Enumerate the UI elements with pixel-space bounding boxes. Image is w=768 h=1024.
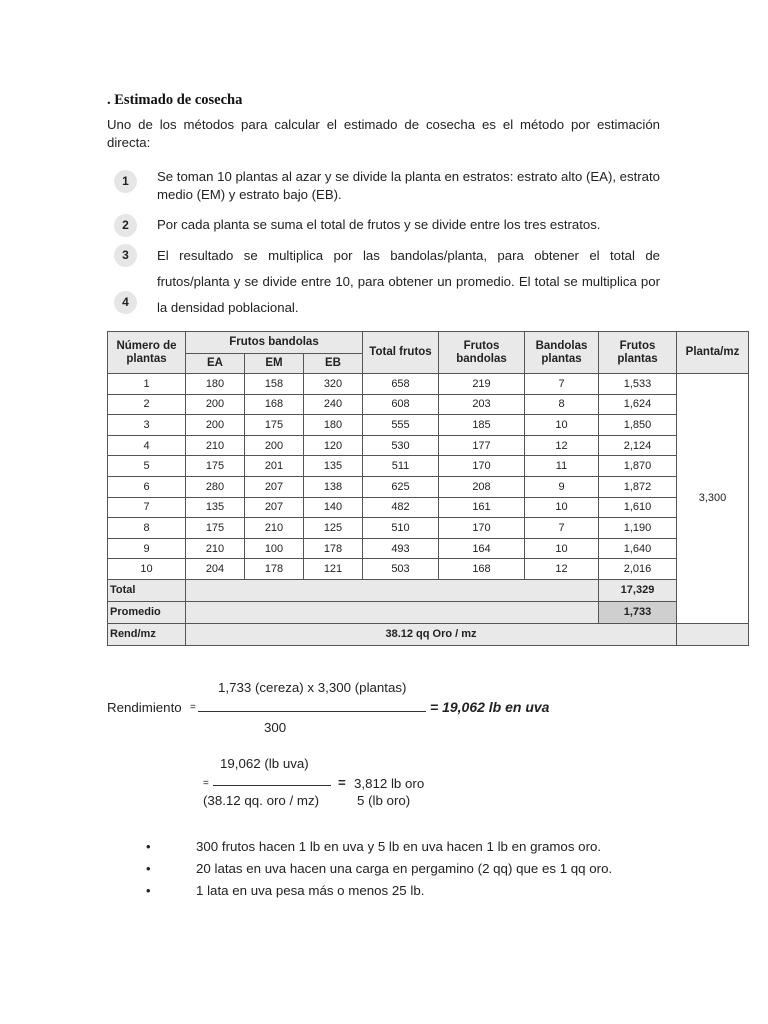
cell-frutos-plantas: 1,872	[599, 476, 677, 497]
cell-eb: 135	[304, 456, 363, 477]
formula1-label: Rendimiento	[107, 700, 182, 715]
cell-numero: 1	[108, 374, 186, 395]
cell-eb: 320	[304, 374, 363, 395]
rend-row	[108, 623, 749, 645]
cell-frutos-plantas: 1,870	[599, 456, 677, 477]
cell-eb: 180	[304, 415, 363, 436]
bullet-icon: •	[146, 861, 151, 876]
bullet-item: 300 frutos hacen 1 lb en uva y 5 lb en uva hacen 1 lb en gramos oro.	[196, 839, 602, 854]
cell-total-frutos: 608	[363, 394, 439, 415]
step-number-badge: 2	[114, 214, 137, 237]
cell-ea: 210	[186, 538, 245, 559]
cell-planta-mz: 3,300	[677, 374, 749, 624]
bullet-icon: •	[146, 839, 151, 854]
cell-frutos-plantas: 1,190	[599, 518, 677, 539]
section-title: . Estimado de cosecha	[107, 92, 243, 108]
cell-frutos-plantas: 2,124	[599, 435, 677, 456]
header-frutos-bandolas: Frutos bandolas	[439, 332, 525, 374]
header-frutos-plantas: Frutos plantas	[599, 332, 677, 374]
cell-total-frutos: 503	[363, 559, 439, 580]
cell-ea: 175	[186, 518, 245, 539]
cell-numero: 4	[108, 435, 186, 456]
intro-paragraph: Uno de los métodos para calcular el estimado de cosecha es el método por estimación directa:	[107, 117, 660, 150]
cell-em: 200	[245, 435, 304, 456]
cell-total-frutos: 511	[363, 456, 439, 477]
cell-total-frutos: 493	[363, 538, 439, 559]
cell-total-frutos: 555	[363, 415, 439, 436]
cell-numero: 9	[108, 538, 186, 559]
cell-ea: 135	[186, 497, 245, 518]
formula2-fraction-bar	[213, 785, 331, 786]
cell-em: 100	[245, 538, 304, 559]
formula1-denominator: 300	[264, 720, 287, 735]
cell-ea: 210	[186, 435, 245, 456]
total-label: Total	[108, 579, 186, 601]
formula2-result-num: 3,812 lb oro	[354, 776, 425, 791]
table-row	[108, 559, 749, 580]
header-planta-mz: Planta/mz	[677, 332, 749, 374]
cell-bandolas-plantas: 10	[525, 415, 599, 436]
cell-bandolas-plantas: 9	[525, 476, 599, 497]
total-blank	[186, 579, 599, 601]
cell-frutos-bandolas: 168	[439, 559, 525, 580]
cell-numero: 3	[108, 415, 186, 436]
cell-frutos-bandolas: 161	[439, 497, 525, 518]
table-row	[108, 476, 749, 497]
cell-eb: 121	[304, 559, 363, 580]
bullet-item: 1 lata en uva pesa más o menos 25 lb.	[196, 883, 425, 898]
cell-em: 201	[245, 456, 304, 477]
promedio-label: Promedio	[108, 601, 186, 623]
cell-em: 168	[245, 394, 304, 415]
formula1-equals: =	[190, 702, 196, 713]
cell-frutos-bandolas: 185	[439, 415, 525, 436]
cell-numero: 10	[108, 559, 186, 580]
cell-frutos-bandolas: 203	[439, 394, 525, 415]
step-number-badge: 4	[114, 291, 137, 314]
cell-numero: 6	[108, 476, 186, 497]
header-bandolas-plantas: Bandolas plantas	[525, 332, 599, 374]
cell-total-frutos: 530	[363, 435, 439, 456]
total-value: 17,329	[599, 579, 677, 601]
table-row	[108, 497, 749, 518]
cell-eb: 140	[304, 497, 363, 518]
cell-em: 207	[245, 497, 304, 518]
cell-frutos-bandolas: 170	[439, 456, 525, 477]
cell-em: 178	[245, 559, 304, 580]
cell-ea: 180	[186, 374, 245, 395]
cell-em: 158	[245, 374, 304, 395]
cell-eb: 125	[304, 518, 363, 539]
formula1-numerator: 1,733 (cereza) x 3,300 (plantas)	[218, 680, 407, 695]
table-row	[108, 394, 749, 415]
cell-frutos-plantas: 1,624	[599, 394, 677, 415]
rend-value: 38.12 qq Oro / mz	[186, 623, 677, 645]
cell-bandolas-plantas: 12	[525, 435, 599, 456]
promedio-value: 1,733	[599, 601, 677, 623]
table-row	[108, 456, 749, 477]
promedio-row	[108, 601, 749, 623]
cell-numero: 7	[108, 497, 186, 518]
formula2-equals-result: =	[338, 775, 346, 790]
step-number-badge: 3	[114, 244, 137, 267]
cell-ea: 280	[186, 476, 245, 497]
formula1-result: = 19,062 lb en uva	[430, 699, 550, 715]
cell-eb: 178	[304, 538, 363, 559]
cell-em: 210	[245, 518, 304, 539]
cell-bandolas-plantas: 8	[525, 394, 599, 415]
table-row	[108, 374, 749, 395]
table-row	[108, 518, 749, 539]
cell-frutos-bandolas: 177	[439, 435, 525, 456]
cell-bandolas-plantas: 11	[525, 456, 599, 477]
cell-ea: 204	[186, 559, 245, 580]
cell-frutos-plantas: 1,610	[599, 497, 677, 518]
header-numero-plantas: Número de plantas	[108, 332, 186, 374]
step-text: Se toman 10 plantas al azar y se divide la planta en estratos: estrato alto (EA), estrato medio (EM) y estrato bajo (EB).	[157, 169, 660, 202]
cell-bandolas-plantas: 10	[525, 538, 599, 559]
cell-frutos-plantas: 1,850	[599, 415, 677, 436]
cell-frutos-bandolas: 170	[439, 518, 525, 539]
formula2-denominator: (38.12 qq. oro / mz)	[203, 793, 320, 808]
cell-em: 207	[245, 476, 304, 497]
formula2-equals: =	[203, 778, 209, 789]
step-text: Por cada planta se suma el total de frutos y se divide entre los tres estratos.	[157, 217, 601, 232]
harvest-estimate-table	[107, 331, 749, 646]
cell-bandolas-plantas: 7	[525, 374, 599, 395]
header-em: EM	[245, 354, 304, 374]
cell-ea: 200	[186, 394, 245, 415]
cell-bandolas-plantas: 10	[525, 497, 599, 518]
cell-frutos-bandolas: 164	[439, 538, 525, 559]
cell-total-frutos: 510	[363, 518, 439, 539]
header-frutos-bandolas-group: Frutos bandolas	[186, 332, 363, 354]
cell-em: 175	[245, 415, 304, 436]
table-row	[108, 415, 749, 436]
header-ea: EA	[186, 354, 245, 374]
cell-numero: 8	[108, 518, 186, 539]
cell-eb: 240	[304, 394, 363, 415]
cell-total-frutos: 482	[363, 497, 439, 518]
cell-numero: 2	[108, 394, 186, 415]
cell-frutos-plantas: 1,640	[599, 538, 677, 559]
cell-frutos-plantas: 1,533	[599, 374, 677, 395]
step-text: El resultado se multiplica por las bandolas/planta, para obtener el total de frutos/planta y se divide entre 10, para obtener un promedio. El total se multiplica por la densidad poblacional.	[157, 248, 660, 315]
header-total-frutos: Total frutos	[363, 332, 439, 374]
cell-frutos-bandolas: 208	[439, 476, 525, 497]
cell-frutos-bandolas: 219	[439, 374, 525, 395]
cell-frutos-plantas: 2,016	[599, 559, 677, 580]
cell-total-frutos: 658	[363, 374, 439, 395]
table-row	[108, 538, 749, 559]
cell-eb: 138	[304, 476, 363, 497]
cell-bandolas-plantas: 12	[525, 559, 599, 580]
cell-eb: 120	[304, 435, 363, 456]
formula1-fraction-bar	[198, 711, 426, 712]
cell-numero: 5	[108, 456, 186, 477]
header-eb: EB	[304, 354, 363, 374]
total-row	[108, 579, 749, 601]
rend-blank	[677, 623, 749, 645]
cell-ea: 175	[186, 456, 245, 477]
table-row	[108, 435, 749, 456]
step-number-badge: 1	[114, 170, 137, 193]
cell-ea: 200	[186, 415, 245, 436]
rend-label: Rend/mz	[108, 623, 186, 645]
bullet-icon: •	[146, 883, 151, 898]
promedio-blank	[186, 601, 599, 623]
formula2-numerator: 19,062 (lb uva)	[220, 756, 309, 771]
bullet-item: 20 latas en uva hacen una carga en pergamino (2 qq) que es 1 qq oro.	[196, 861, 613, 876]
cell-total-frutos: 625	[363, 476, 439, 497]
formula2-result-den: 5 (lb oro)	[357, 793, 411, 808]
cell-bandolas-plantas: 7	[525, 518, 599, 539]
